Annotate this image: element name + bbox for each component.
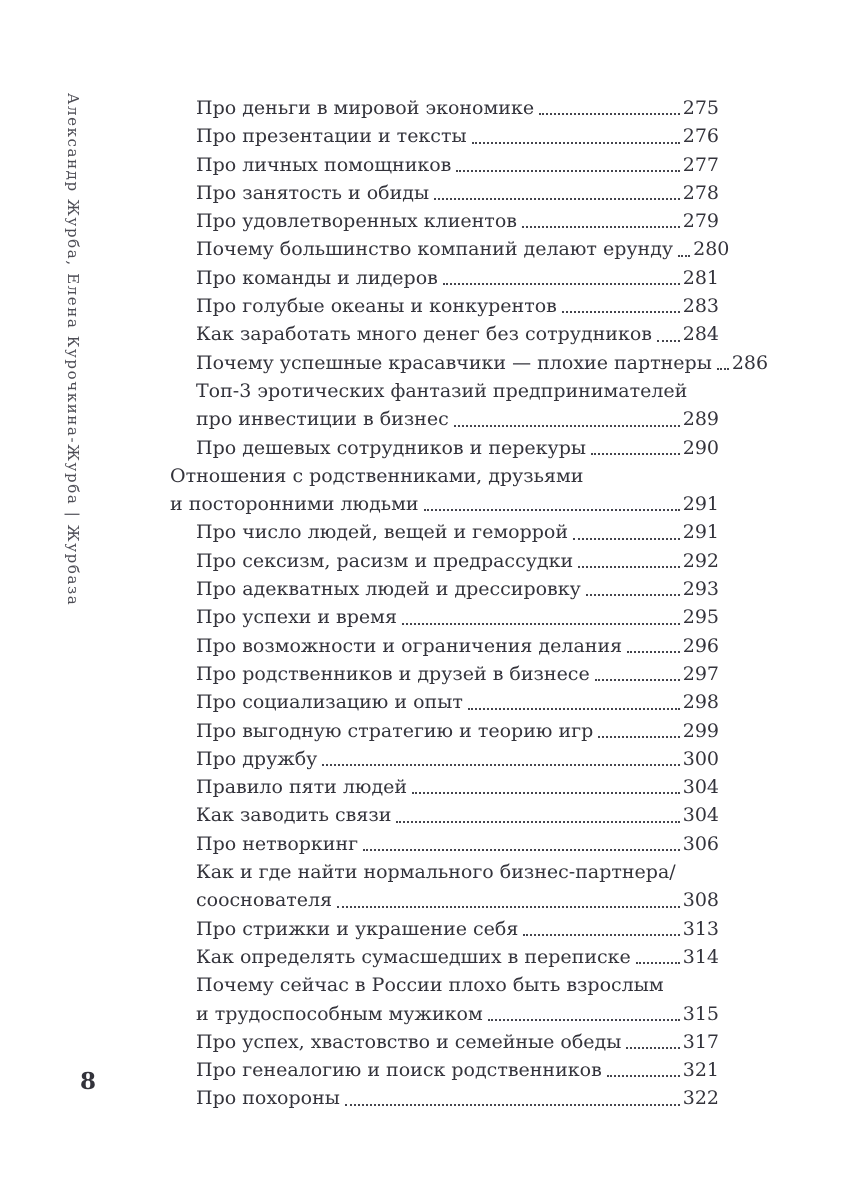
toc-item-entry [170, 830, 719, 858]
toc-item-entry [170, 207, 719, 235]
toc-entry-title: Про дешевых сотрудников и перекуры [196, 436, 587, 459]
toc-page-number: 280 [693, 238, 730, 261]
toc-page-number: 321 [682, 1059, 719, 1082]
toc-entry-title: Про деньги в мировой экономике [196, 97, 535, 119]
toc-page-number: 277 [682, 153, 719, 176]
toc-entry-title: Про родственников и друзей в бизнесе [196, 662, 590, 685]
toc-item-entry [170, 660, 719, 688]
dot-leader [657, 320, 680, 348]
toc-page-number: 298 [682, 691, 719, 714]
toc-page-number: 281 [682, 266, 719, 289]
toc-page-number: 317 [682, 1030, 719, 1053]
dot-leader [717, 349, 729, 377]
toc-entry-title: Про выгодную стратегию и теорию игр [196, 719, 594, 742]
toc-page-number: 292 [682, 549, 719, 572]
dot-leader [523, 915, 679, 943]
page-number: 8 [80, 1068, 97, 1095]
toc-line [196, 94, 719, 122]
toc-item-entry [170, 801, 719, 829]
toc-entry-title: Про личных помощников [196, 153, 452, 176]
toc-entry-title: Про генеалогию и поиск родственников [196, 1059, 602, 1082]
toc-entry-title: Про занятость и обиды [196, 181, 430, 204]
toc-item-entry [170, 518, 719, 546]
toc-line [196, 773, 719, 801]
toc-page-number: 293 [682, 578, 719, 601]
toc-line [170, 462, 719, 490]
dot-leader [627, 632, 680, 660]
toc-line [196, 349, 769, 377]
toc-line [196, 264, 719, 292]
toc-page-number: 314 [682, 945, 719, 968]
dot-leader [522, 207, 680, 235]
dot-leader [322, 745, 679, 773]
toc-entry-title: Почему большинство компаний делают ерунду [196, 238, 674, 261]
toc-item-entry [170, 858, 719, 915]
spine-author-text: Александр Журба, Елена Курочкина-Журба | Журбаза [64, 93, 82, 607]
dot-leader [678, 235, 690, 263]
toc-item-entry [170, 773, 719, 801]
toc-entry-title: Топ-3 эротических фантазий предпринимателей [196, 379, 688, 402]
toc-entry-title: Про команды и лидеров [196, 266, 438, 289]
toc-line [196, 235, 730, 263]
dot-leader [468, 688, 680, 716]
dot-leader [472, 122, 680, 150]
toc-page-number: 306 [682, 832, 719, 855]
toc-item-entry [170, 943, 719, 971]
dot-leader [539, 94, 680, 122]
toc-item-entry [170, 971, 719, 1028]
toc-line [196, 943, 719, 971]
toc-entry-title: Про социализацию и опыт [196, 691, 463, 714]
toc-line [196, 575, 719, 603]
toc-item-entry [170, 915, 719, 943]
toc-page-number: 308 [682, 889, 719, 912]
toc-line [196, 151, 719, 179]
toc-item-entry [170, 575, 719, 603]
toc-line [196, 830, 719, 858]
toc-item-entry [170, 632, 719, 660]
toc-line [196, 179, 719, 207]
dot-leader [562, 292, 680, 320]
dot-leader [443, 264, 680, 292]
toc-entry-title: сооснователя [196, 889, 333, 912]
toc-item-entry [170, 547, 719, 575]
toc-item-entry [170, 235, 730, 263]
dot-leader [488, 1000, 680, 1028]
toc-entry-title: Про удовлетворенных клиентов [196, 210, 517, 233]
toc-line [196, 801, 719, 829]
toc-item-entry [170, 94, 719, 122]
toc-section-entry [170, 462, 719, 519]
toc-page-number: 304 [682, 776, 719, 799]
toc-page-number: 275 [682, 97, 719, 119]
toc-page-number: 286 [731, 351, 769, 374]
toc-page-number: 283 [682, 295, 719, 318]
toc-entry-title: Про адекватных людей и дрессировку [196, 578, 581, 601]
toc-entry-title: и трудоспособным мужиком [196, 1002, 483, 1025]
dot-leader [412, 773, 680, 801]
toc-entry-title: Как заработать много денег без сотрудников [196, 323, 652, 346]
toc-page-number: 279 [682, 210, 719, 233]
toc-line [196, 518, 719, 546]
toc-entry-title: Про успехи и время [196, 606, 397, 629]
toc-item-entry [170, 349, 769, 377]
toc-line [196, 660, 719, 688]
dot-leader [591, 434, 680, 462]
toc-page-number: 291 [682, 521, 719, 544]
dot-leader [456, 151, 679, 179]
toc-page-number: 315 [682, 1002, 719, 1025]
toc-page-number: 284 [682, 323, 719, 346]
toc-line [196, 858, 719, 886]
toc-line [196, 122, 719, 150]
toc-entry-title: Про сексизм, расизм и предрассудки [196, 549, 574, 572]
dot-leader [454, 405, 680, 433]
toc-entry-title: Как определять сумасшедших в переписке [196, 945, 631, 968]
dot-leader [434, 179, 680, 207]
toc-line [196, 632, 719, 660]
toc-line [196, 915, 719, 943]
toc-line [196, 688, 719, 716]
toc-page-number: 296 [682, 634, 719, 657]
toc-line [196, 886, 719, 914]
toc-line [196, 971, 719, 999]
toc-line [196, 717, 719, 745]
toc-item-entry [170, 377, 719, 434]
toc-entry-title: и посторонними людьми [170, 493, 419, 516]
toc-item-entry [170, 179, 719, 207]
dot-leader [578, 547, 680, 575]
toc-page-number: 278 [682, 181, 719, 204]
dot-leader [573, 518, 680, 546]
toc-item-entry [170, 717, 719, 745]
toc-page-number: 313 [682, 917, 719, 940]
toc-entry-title: Отношения с родственниками, друзьями [170, 464, 584, 487]
toc-item-entry [170, 1028, 719, 1056]
dot-leader [402, 603, 680, 631]
toc-entry-title: Про похороны [196, 1087, 340, 1110]
dot-leader [626, 1028, 679, 1056]
toc-page-number: 299 [682, 719, 719, 742]
toc-page-number: 295 [682, 606, 719, 629]
toc-item-entry [170, 603, 719, 631]
toc-page-number: 290 [682, 436, 719, 459]
toc-entry-title: Правило пяти людей [196, 776, 408, 799]
toc-page-number: 322 [682, 1087, 719, 1110]
dot-leader [337, 886, 680, 914]
toc-item-entry [170, 1056, 719, 1084]
toc-entry-title: про инвестиции в бизнес [196, 408, 449, 431]
dot-leader [607, 1056, 680, 1084]
toc-page-number: 291 [682, 493, 719, 516]
toc-item-entry [170, 688, 719, 716]
toc-line [196, 603, 719, 631]
toc-entry-title: Почему успешные красавчики — плохие партнеры [196, 351, 712, 374]
toc-entry-title: Как заводить связи [196, 804, 392, 827]
toc-page-number: 297 [682, 662, 719, 685]
toc-list [170, 94, 769, 1113]
toc-entry-title: Про стрижки и украшение себя [196, 917, 519, 940]
toc-entry-title: Про нетворкинг [196, 832, 359, 855]
toc-entry-title: Про голубые океаны и конкурентов [196, 295, 557, 318]
toc-item-entry [170, 264, 719, 292]
toc-entry-title: Как и где найти нормального бизнес-партнера/ [196, 861, 676, 884]
toc-entry-title: Про возможности и ограничения делания [196, 634, 623, 657]
toc-item-entry [170, 151, 719, 179]
toc-item-entry [170, 1084, 719, 1112]
dot-leader [345, 1084, 680, 1112]
toc-line [170, 490, 719, 518]
toc-line [196, 1000, 719, 1028]
toc-entry-title: Про презентации и тексты [196, 125, 467, 148]
toc-line [196, 292, 719, 320]
toc-item-entry [170, 292, 719, 320]
toc-line [196, 745, 719, 773]
toc-page-number: 276 [682, 125, 719, 148]
toc-entry-title: Про число людей, вещей и геморрой [196, 521, 569, 544]
dot-leader [424, 490, 680, 518]
toc-item-entry [170, 122, 719, 150]
toc-line [196, 405, 719, 433]
dot-leader [636, 943, 680, 971]
toc-line [196, 434, 719, 462]
dot-leader [595, 660, 680, 688]
toc-item-entry [170, 434, 719, 462]
dot-leader [396, 801, 679, 829]
toc-line [196, 1056, 719, 1084]
toc-page-number: 304 [682, 804, 719, 827]
dot-leader [586, 575, 680, 603]
toc-line [196, 547, 719, 575]
toc-line [196, 320, 719, 348]
toc-line [196, 1028, 719, 1056]
toc-line [196, 377, 719, 405]
toc-item-entry [170, 745, 719, 773]
toc-entry-title: Про дружбу [196, 747, 318, 770]
toc-page-number: 300 [682, 747, 719, 770]
toc-page-number: 289 [682, 408, 719, 431]
toc-item-entry [170, 320, 719, 348]
toc-entry-title: Про успех, хвастовство и семейные обеды [196, 1030, 622, 1053]
toc-line [196, 207, 719, 235]
toc-entry-title: Почему сейчас в России плохо быть взрослым [196, 974, 664, 997]
dot-leader [598, 717, 680, 745]
toc-line [196, 1084, 719, 1112]
dot-leader [363, 830, 680, 858]
